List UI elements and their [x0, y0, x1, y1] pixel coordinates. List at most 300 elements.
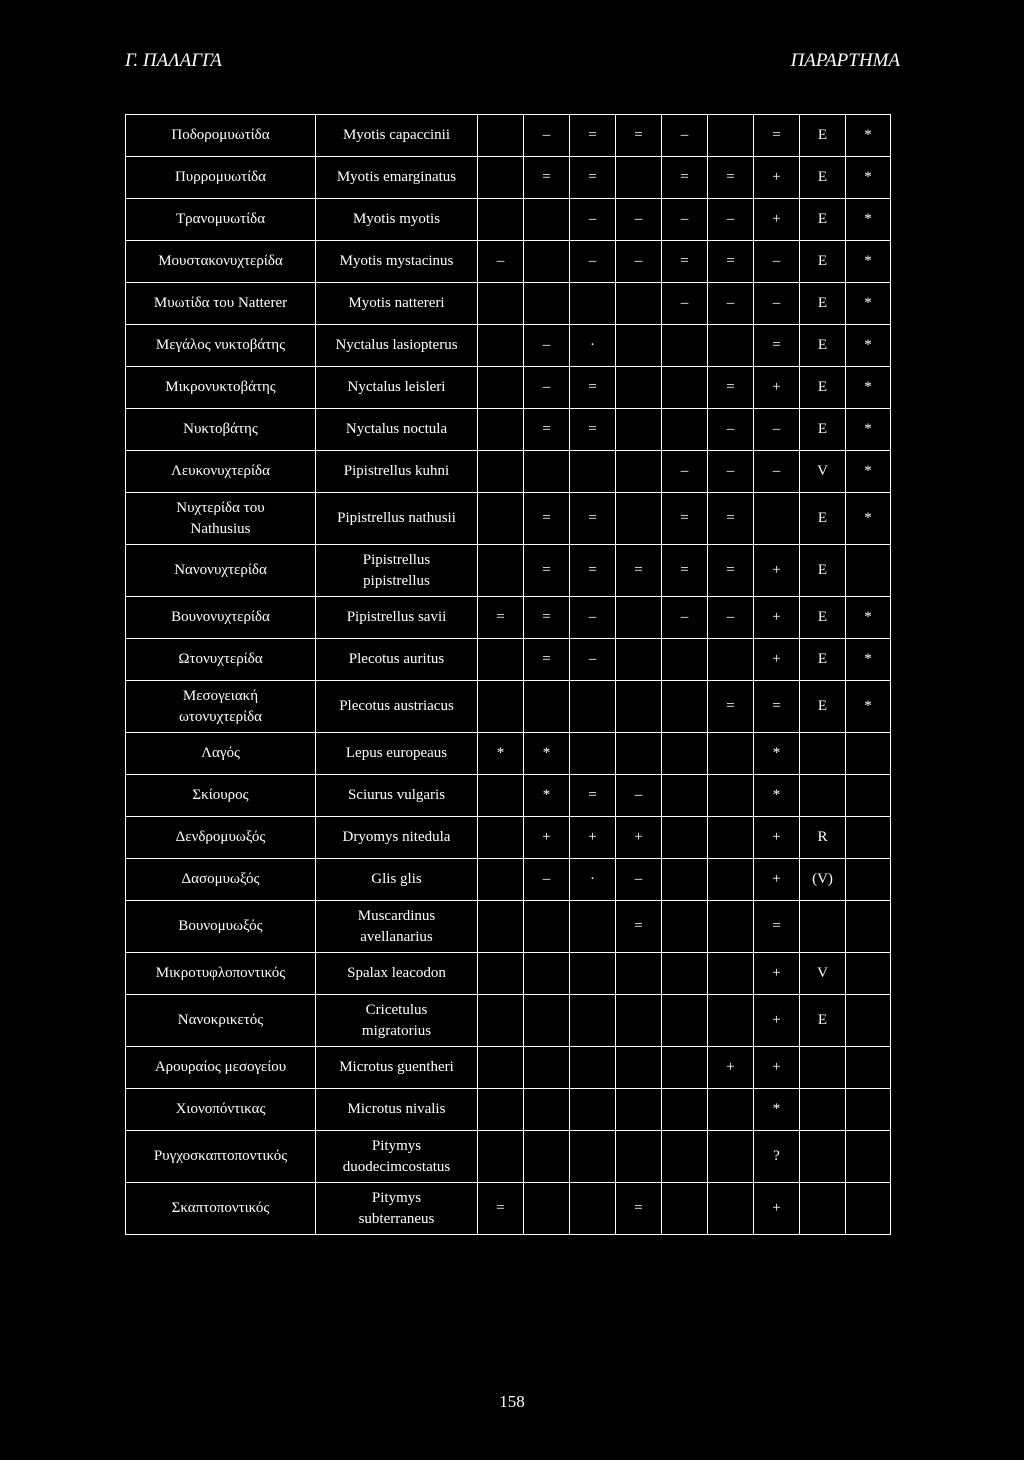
- status-cell: [846, 1047, 891, 1089]
- status-cell: –: [570, 199, 616, 241]
- status-cell: [708, 901, 754, 953]
- status-cell: [616, 367, 662, 409]
- status-cell: E: [800, 199, 846, 241]
- status-cell: [662, 1183, 708, 1235]
- table-row: [126, 1131, 891, 1183]
- status-cell: *: [524, 775, 570, 817]
- status-cell: E: [800, 639, 846, 681]
- status-cell: [616, 681, 662, 733]
- status-cell: [524, 901, 570, 953]
- status-cell: –: [708, 199, 754, 241]
- status-cell: +: [754, 367, 800, 409]
- status-cell: –: [616, 775, 662, 817]
- latin-name-cell: Plecotus austriacus: [316, 681, 478, 733]
- status-cell: =: [478, 597, 524, 639]
- status-cell: [800, 1183, 846, 1235]
- status-cell: [616, 325, 662, 367]
- status-cell: R: [800, 817, 846, 859]
- status-cell: –: [708, 283, 754, 325]
- status-cell: [708, 733, 754, 775]
- latin-name-cell: Pipistrellus pipistrellus: [316, 545, 478, 597]
- status-cell: [570, 283, 616, 325]
- table-row: [126, 199, 891, 241]
- status-cell: [524, 1183, 570, 1235]
- status-cell: [570, 1047, 616, 1089]
- status-cell: –: [708, 451, 754, 493]
- status-cell: [524, 953, 570, 995]
- status-cell: [524, 1131, 570, 1183]
- status-cell: *: [846, 241, 891, 283]
- common-name-cell: Μουστακονυχτερίδα: [126, 241, 316, 283]
- status-cell: =: [662, 545, 708, 597]
- table-row: [126, 367, 891, 409]
- status-cell: *: [754, 1089, 800, 1131]
- status-cell: *: [524, 733, 570, 775]
- common-name-cell: Μυωτίδα του Natterer: [126, 283, 316, 325]
- status-cell: [478, 817, 524, 859]
- status-cell: [708, 1131, 754, 1183]
- status-cell: [616, 493, 662, 545]
- table-row: [126, 451, 891, 493]
- status-cell: [846, 733, 891, 775]
- status-cell: =: [570, 367, 616, 409]
- latin-name-cell: Pipistrellus savii: [316, 597, 478, 639]
- common-name-cell: Σκίουρος: [126, 775, 316, 817]
- status-cell: =: [570, 545, 616, 597]
- status-cell: *: [846, 493, 891, 545]
- status-cell: [616, 1089, 662, 1131]
- status-cell: =: [708, 545, 754, 597]
- status-cell: –: [754, 451, 800, 493]
- status-cell: +: [754, 597, 800, 639]
- status-cell: [478, 451, 524, 493]
- status-cell: [478, 409, 524, 451]
- status-cell: –: [616, 859, 662, 901]
- common-name-cell: Μεσογειακή ωτονυχτερίδα: [126, 681, 316, 733]
- status-cell: =: [570, 493, 616, 545]
- status-cell: [478, 367, 524, 409]
- common-name-cell: Πυρρομυωτίδα: [126, 157, 316, 199]
- status-cell: =: [754, 901, 800, 953]
- status-cell: *: [846, 199, 891, 241]
- status-cell: [800, 775, 846, 817]
- status-cell: *: [846, 367, 891, 409]
- table-row: [126, 733, 891, 775]
- status-cell: [662, 901, 708, 953]
- status-cell: +: [616, 817, 662, 859]
- status-cell: [662, 775, 708, 817]
- status-cell: =: [754, 115, 800, 157]
- status-cell: =: [570, 409, 616, 451]
- table-row: [126, 241, 891, 283]
- status-cell: [478, 775, 524, 817]
- status-cell: [524, 1089, 570, 1131]
- status-cell: [524, 451, 570, 493]
- status-cell: [478, 199, 524, 241]
- latin-name-cell: Myotis mystacinus: [316, 241, 478, 283]
- status-cell: [846, 775, 891, 817]
- status-cell: [662, 325, 708, 367]
- status-cell: =: [524, 545, 570, 597]
- status-cell: V: [800, 953, 846, 995]
- status-cell: +: [754, 859, 800, 901]
- status-cell: [846, 817, 891, 859]
- page-number: 158: [499, 1392, 525, 1411]
- latin-name-cell: Pipistrellus nathusii: [316, 493, 478, 545]
- common-name-cell: Βουνομυωξός: [126, 901, 316, 953]
- status-cell: –: [616, 199, 662, 241]
- status-cell: =: [662, 493, 708, 545]
- status-cell: =: [524, 157, 570, 199]
- status-cell: +: [754, 817, 800, 859]
- table-row: [126, 775, 891, 817]
- status-cell: [800, 1047, 846, 1089]
- status-cell: –: [662, 597, 708, 639]
- status-cell: –: [662, 199, 708, 241]
- status-cell: [662, 953, 708, 995]
- latin-name-cell: Glis glis: [316, 859, 478, 901]
- table-row: [126, 545, 891, 597]
- status-cell: [570, 1131, 616, 1183]
- status-cell: ·: [570, 325, 616, 367]
- status-cell: –: [708, 409, 754, 451]
- status-cell: [708, 639, 754, 681]
- table-row: [126, 325, 891, 367]
- status-cell: [708, 775, 754, 817]
- status-cell: [616, 953, 662, 995]
- status-cell: *: [846, 639, 891, 681]
- status-cell: *: [846, 283, 891, 325]
- status-cell: E: [800, 409, 846, 451]
- latin-name-cell: Pitymys subterraneus: [316, 1183, 478, 1235]
- status-cell: [662, 1089, 708, 1131]
- status-cell: [478, 325, 524, 367]
- status-cell: +: [754, 953, 800, 995]
- common-name-cell: Χιονοπόντικας: [126, 1089, 316, 1131]
- status-cell: [616, 995, 662, 1047]
- status-cell: –: [524, 859, 570, 901]
- latin-name-cell: Dryomys nitedula: [316, 817, 478, 859]
- status-cell: E: [800, 493, 846, 545]
- status-cell: =: [754, 325, 800, 367]
- common-name-cell: Ποδορομυωτίδα: [126, 115, 316, 157]
- status-cell: +: [754, 157, 800, 199]
- status-cell: ?: [754, 1131, 800, 1183]
- common-name-cell: Νανονυχτερίδα: [126, 545, 316, 597]
- status-cell: [616, 1047, 662, 1089]
- status-cell: [662, 859, 708, 901]
- status-cell: *: [754, 733, 800, 775]
- status-cell: [478, 283, 524, 325]
- latin-name-cell: Myotis myotis: [316, 199, 478, 241]
- latin-name-cell: Cricetulus migratorius: [316, 995, 478, 1047]
- status-cell: –: [570, 241, 616, 283]
- status-cell: [478, 859, 524, 901]
- status-cell: [846, 953, 891, 995]
- species-table: [125, 114, 891, 1235]
- common-name-cell: Μικροτυφλοποντικός: [126, 953, 316, 995]
- latin-name-cell: Sciurus vulgaris: [316, 775, 478, 817]
- status-cell: [708, 325, 754, 367]
- status-cell: [662, 1047, 708, 1089]
- status-cell: [708, 953, 754, 995]
- status-cell: =: [570, 157, 616, 199]
- status-cell: E: [800, 157, 846, 199]
- status-cell: –: [524, 115, 570, 157]
- status-cell: [662, 733, 708, 775]
- status-cell: [524, 241, 570, 283]
- status-cell: (V): [800, 859, 846, 901]
- table-row: [126, 409, 891, 451]
- status-cell: [754, 493, 800, 545]
- table-row: [126, 1047, 891, 1089]
- status-cell: [616, 597, 662, 639]
- common-name-cell: Νυκτοβάτης: [126, 409, 316, 451]
- status-cell: –: [662, 451, 708, 493]
- status-cell: =: [616, 115, 662, 157]
- status-cell: [616, 283, 662, 325]
- common-name-cell: Μικρονυκτοβάτης: [126, 367, 316, 409]
- table-row: [126, 859, 891, 901]
- status-cell: [478, 115, 524, 157]
- status-cell: [662, 1131, 708, 1183]
- status-cell: [662, 681, 708, 733]
- status-cell: ·: [570, 859, 616, 901]
- table-row: [126, 639, 891, 681]
- status-cell: [570, 953, 616, 995]
- status-cell: [708, 1089, 754, 1131]
- status-cell: +: [570, 817, 616, 859]
- table-row: [126, 1089, 891, 1131]
- status-cell: E: [800, 681, 846, 733]
- status-cell: =: [524, 639, 570, 681]
- status-cell: =: [478, 1183, 524, 1235]
- status-cell: [570, 995, 616, 1047]
- common-name-cell: Δασομυωξός: [126, 859, 316, 901]
- status-cell: [570, 1183, 616, 1235]
- status-cell: [570, 1089, 616, 1131]
- common-name-cell: Νυχτερίδα του Nathusius: [126, 493, 316, 545]
- latin-name-cell: Spalax leacodon: [316, 953, 478, 995]
- status-cell: =: [708, 493, 754, 545]
- status-cell: [478, 1047, 524, 1089]
- status-cell: [800, 1131, 846, 1183]
- status-cell: –: [616, 241, 662, 283]
- status-cell: [478, 639, 524, 681]
- table-row: [126, 953, 891, 995]
- status-cell: =: [524, 493, 570, 545]
- common-name-cell: Βουνονυχτερίδα: [126, 597, 316, 639]
- status-cell: [570, 681, 616, 733]
- latin-name-cell: Muscardinus avellanarius: [316, 901, 478, 953]
- status-cell: V: [800, 451, 846, 493]
- status-cell: E: [800, 367, 846, 409]
- status-cell: [616, 451, 662, 493]
- table-row: [126, 493, 891, 545]
- common-name-cell: Ρυγχοσκαπτοποντικός: [126, 1131, 316, 1183]
- status-cell: =: [524, 409, 570, 451]
- latin-name-cell: Microtus guentheri: [316, 1047, 478, 1089]
- latin-name-cell: Nyctalus noctula: [316, 409, 478, 451]
- status-cell: [662, 817, 708, 859]
- status-cell: [478, 493, 524, 545]
- status-cell: =: [662, 241, 708, 283]
- common-name-cell: Νανοκρικετός: [126, 995, 316, 1047]
- status-cell: =: [524, 597, 570, 639]
- status-cell: [570, 733, 616, 775]
- status-cell: *: [754, 775, 800, 817]
- status-cell: [478, 545, 524, 597]
- status-cell: [616, 1131, 662, 1183]
- status-cell: =: [616, 545, 662, 597]
- table-row: [126, 157, 891, 199]
- common-name-cell: Μεγάλος νυκτοβάτης: [126, 325, 316, 367]
- status-cell: [570, 901, 616, 953]
- status-cell: –: [754, 241, 800, 283]
- common-name-cell: Λαγός: [126, 733, 316, 775]
- common-name-cell: Τρανομυωτίδα: [126, 199, 316, 241]
- status-cell: [524, 1047, 570, 1089]
- status-cell: [708, 1183, 754, 1235]
- status-cell: [800, 901, 846, 953]
- status-cell: –: [524, 325, 570, 367]
- status-cell: –: [478, 241, 524, 283]
- status-cell: *: [846, 157, 891, 199]
- common-name-cell: Σκαπτοποντικός: [126, 1183, 316, 1235]
- status-cell: [616, 157, 662, 199]
- status-cell: E: [800, 115, 846, 157]
- status-cell: –: [708, 597, 754, 639]
- status-cell: E: [800, 995, 846, 1047]
- status-cell: =: [662, 157, 708, 199]
- status-cell: =: [708, 241, 754, 283]
- status-cell: =: [708, 681, 754, 733]
- status-cell: [846, 545, 891, 597]
- table-row: [126, 901, 891, 953]
- status-cell: [524, 681, 570, 733]
- status-cell: [524, 199, 570, 241]
- status-cell: E: [800, 325, 846, 367]
- status-cell: *: [846, 451, 891, 493]
- status-cell: [478, 901, 524, 953]
- status-cell: =: [570, 775, 616, 817]
- status-cell: *: [846, 409, 891, 451]
- status-cell: [708, 817, 754, 859]
- status-cell: *: [846, 681, 891, 733]
- status-cell: +: [754, 1183, 800, 1235]
- status-cell: [478, 995, 524, 1047]
- status-cell: +: [524, 817, 570, 859]
- status-cell: [662, 367, 708, 409]
- status-cell: =: [754, 681, 800, 733]
- status-cell: [616, 409, 662, 451]
- table-row: [126, 597, 891, 639]
- status-cell: –: [570, 597, 616, 639]
- status-cell: [846, 995, 891, 1047]
- status-cell: [800, 1089, 846, 1131]
- status-cell: [524, 995, 570, 1047]
- latin-name-cell: Myotis emarginatus: [316, 157, 478, 199]
- status-cell: [616, 733, 662, 775]
- status-cell: =: [708, 157, 754, 199]
- status-cell: [478, 157, 524, 199]
- common-name-cell: Αρουραίος μεσογείου: [126, 1047, 316, 1089]
- header-section: ΠΑΡΑΡΤΗΜΑ: [790, 50, 900, 71]
- status-cell: –: [754, 409, 800, 451]
- status-cell: –: [662, 115, 708, 157]
- table-row: [126, 681, 891, 733]
- table-row: [126, 115, 891, 157]
- status-cell: [570, 451, 616, 493]
- status-cell: [478, 1131, 524, 1183]
- status-cell: +: [754, 995, 800, 1047]
- latin-name-cell: Lepus europeaus: [316, 733, 478, 775]
- header-author: Γ. ΠΑΛΑΓΓΑ: [125, 50, 222, 71]
- latin-name-cell: Plecotus auritus: [316, 639, 478, 681]
- status-cell: +: [754, 1047, 800, 1089]
- status-cell: +: [708, 1047, 754, 1089]
- status-cell: =: [708, 367, 754, 409]
- latin-name-cell: Myotis nattereri: [316, 283, 478, 325]
- latin-name-cell: Pipistrellus kuhni: [316, 451, 478, 493]
- status-cell: [662, 995, 708, 1047]
- status-cell: [708, 859, 754, 901]
- table-row: [126, 995, 891, 1047]
- status-cell: [478, 1089, 524, 1131]
- latin-name-cell: Pitymys duodecimcostatus: [316, 1131, 478, 1183]
- latin-name-cell: Nyctalus lasiopterus: [316, 325, 478, 367]
- status-cell: E: [800, 545, 846, 597]
- status-cell: [616, 639, 662, 681]
- status-cell: [478, 953, 524, 995]
- status-cell: *: [846, 597, 891, 639]
- status-cell: [708, 115, 754, 157]
- status-cell: [846, 1089, 891, 1131]
- common-name-cell: Δενδρομυωξός: [126, 817, 316, 859]
- status-cell: [478, 681, 524, 733]
- status-cell: *: [846, 325, 891, 367]
- status-cell: –: [662, 283, 708, 325]
- common-name-cell: Ωτονυχτερίδα: [126, 639, 316, 681]
- status-cell: +: [754, 545, 800, 597]
- table-row: [126, 817, 891, 859]
- status-cell: +: [754, 199, 800, 241]
- status-cell: =: [616, 1183, 662, 1235]
- table-row: [126, 283, 891, 325]
- status-cell: E: [800, 283, 846, 325]
- status-cell: –: [570, 639, 616, 681]
- status-cell: +: [754, 639, 800, 681]
- status-cell: *: [846, 115, 891, 157]
- common-name-cell: Λευκονυχτερίδα: [126, 451, 316, 493]
- latin-name-cell: Myotis capaccinii: [316, 115, 478, 157]
- status-cell: E: [800, 597, 846, 639]
- status-cell: [846, 901, 891, 953]
- status-cell: [662, 639, 708, 681]
- status-cell: *: [478, 733, 524, 775]
- status-cell: [708, 995, 754, 1047]
- status-cell: [846, 1183, 891, 1235]
- status-cell: –: [754, 283, 800, 325]
- status-cell: [662, 409, 708, 451]
- table-row: [126, 1183, 891, 1235]
- status-cell: =: [570, 115, 616, 157]
- status-cell: [846, 859, 891, 901]
- status-cell: [800, 733, 846, 775]
- latin-name-cell: Microtus nivalis: [316, 1089, 478, 1131]
- status-cell: [524, 283, 570, 325]
- status-cell: E: [800, 241, 846, 283]
